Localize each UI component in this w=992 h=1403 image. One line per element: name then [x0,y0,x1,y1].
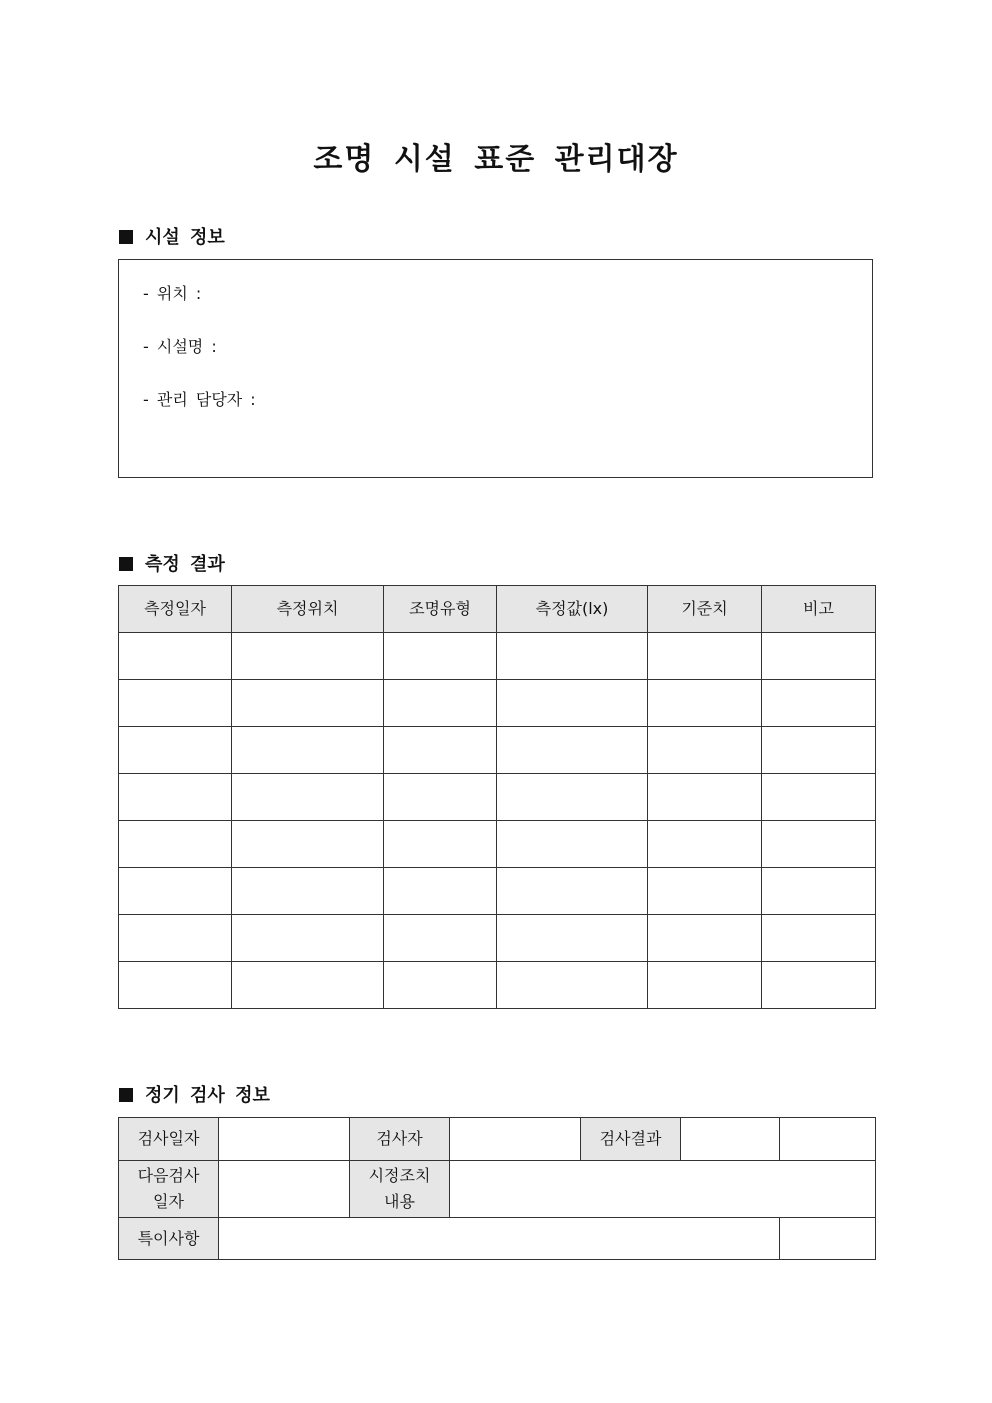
table-cell[interactable] [762,680,876,727]
remarks-extra-cell[interactable] [780,1218,876,1260]
table-cell[interactable] [232,915,384,962]
square-bullet-icon [119,230,133,244]
table-cell[interactable] [232,727,384,774]
label-line: 시정조치 [368,1166,431,1185]
table-cell[interactable] [232,962,384,1009]
table-cell[interactable] [384,680,497,727]
inspection-result-label: 검사결과 [581,1118,681,1161]
remarks-cell[interactable] [219,1218,780,1260]
table-row [119,680,876,727]
table-cell[interactable] [497,868,648,915]
inspection-result-cell[interactable] [681,1118,780,1161]
label-line: 내용 [384,1192,415,1211]
table-cell[interactable] [762,633,876,680]
column-header: 조명유형 [384,586,497,633]
next-inspection-date-cell[interactable] [219,1161,350,1218]
column-header: 측정일자 [119,586,232,633]
table-cell[interactable] [232,774,384,821]
label-line: 다음검사 [137,1166,200,1185]
table-cell[interactable] [232,868,384,915]
table-cell[interactable] [384,727,497,774]
next-inspection-date-label [119,1161,219,1218]
corrective-action-label [350,1161,450,1218]
table-cell[interactable] [497,633,648,680]
table-cell[interactable] [497,727,648,774]
table-cell[interactable] [762,962,876,1009]
table-row [119,774,876,821]
section-label: 시설 정보 [145,227,225,248]
measurement-table [118,585,876,1009]
table-cell[interactable] [762,774,876,821]
table-cell[interactable] [232,821,384,868]
section-heading-facility [119,223,225,249]
column-header: 비고 [762,586,876,633]
table-cell[interactable] [762,727,876,774]
table-cell[interactable] [648,727,762,774]
table-row [119,727,876,774]
table-cell[interactable] [119,774,232,821]
table-cell[interactable] [648,680,762,727]
table-cell[interactable] [497,962,648,1009]
section-label: 측정 결과 [145,554,225,575]
table-cell[interactable] [119,821,232,868]
table-cell[interactable] [762,821,876,868]
section-heading-inspection [119,1081,270,1107]
table-cell[interactable] [119,633,232,680]
table-cell[interactable] [232,680,384,727]
facility-name-field[interactable]: - 시설명 : [143,337,217,356]
table-cell[interactable] [497,774,648,821]
table-row [119,1118,876,1161]
table-cell[interactable] [384,868,497,915]
square-bullet-icon [119,1088,133,1102]
column-header: 기준치 [648,586,762,633]
remarks-label: 특이사항 [119,1218,219,1260]
table-cell[interactable] [119,915,232,962]
extra-cell[interactable] [780,1118,876,1161]
table-cell[interactable] [497,821,648,868]
inspection-date-cell[interactable] [219,1118,350,1161]
inspection-table [118,1117,876,1260]
table-cell[interactable] [384,962,497,1009]
inspector-cell[interactable] [450,1118,581,1161]
table-row [119,868,876,915]
inspection-date-label: 검사일자 [119,1118,219,1161]
table-cell[interactable] [119,962,232,1009]
table-header-row [119,586,876,633]
table-cell[interactable] [497,680,648,727]
table-row [119,1218,876,1260]
table-row [119,962,876,1009]
table-cell[interactable] [384,821,497,868]
table-row [119,915,876,962]
document-title: 조명 시설 표준 관리대장 [313,142,679,177]
location-field[interactable]: - 위치 : [143,284,202,303]
table-cell[interactable] [648,774,762,821]
table-cell[interactable] [648,633,762,680]
table-cell[interactable] [119,727,232,774]
table-cell[interactable] [384,633,497,680]
corrective-action-cell[interactable] [450,1161,876,1218]
column-header: 측정위치 [232,586,384,633]
table-cell[interactable] [119,680,232,727]
manager-field[interactable]: - 관리 담당자 : [143,390,256,409]
table-cell[interactable] [119,868,232,915]
label-line: 일자 [153,1192,184,1211]
table-cell[interactable] [384,774,497,821]
section-label: 정기 검사 정보 [145,1085,270,1106]
table-cell[interactable] [762,868,876,915]
column-header: 측정값(lx) [497,586,648,633]
table-row [119,821,876,868]
table-cell[interactable] [648,962,762,1009]
table-row [119,633,876,680]
table-cell[interactable] [648,868,762,915]
table-cell[interactable] [648,821,762,868]
facility-info-box [118,259,873,478]
table-cell[interactable] [497,915,648,962]
inspector-label: 검사자 [350,1118,450,1161]
square-bullet-icon [119,557,133,571]
table-row [119,1161,876,1218]
section-heading-measure [119,550,225,576]
table-cell[interactable] [648,915,762,962]
table-cell[interactable] [762,915,876,962]
table-cell[interactable] [232,633,384,680]
table-cell[interactable] [384,915,497,962]
